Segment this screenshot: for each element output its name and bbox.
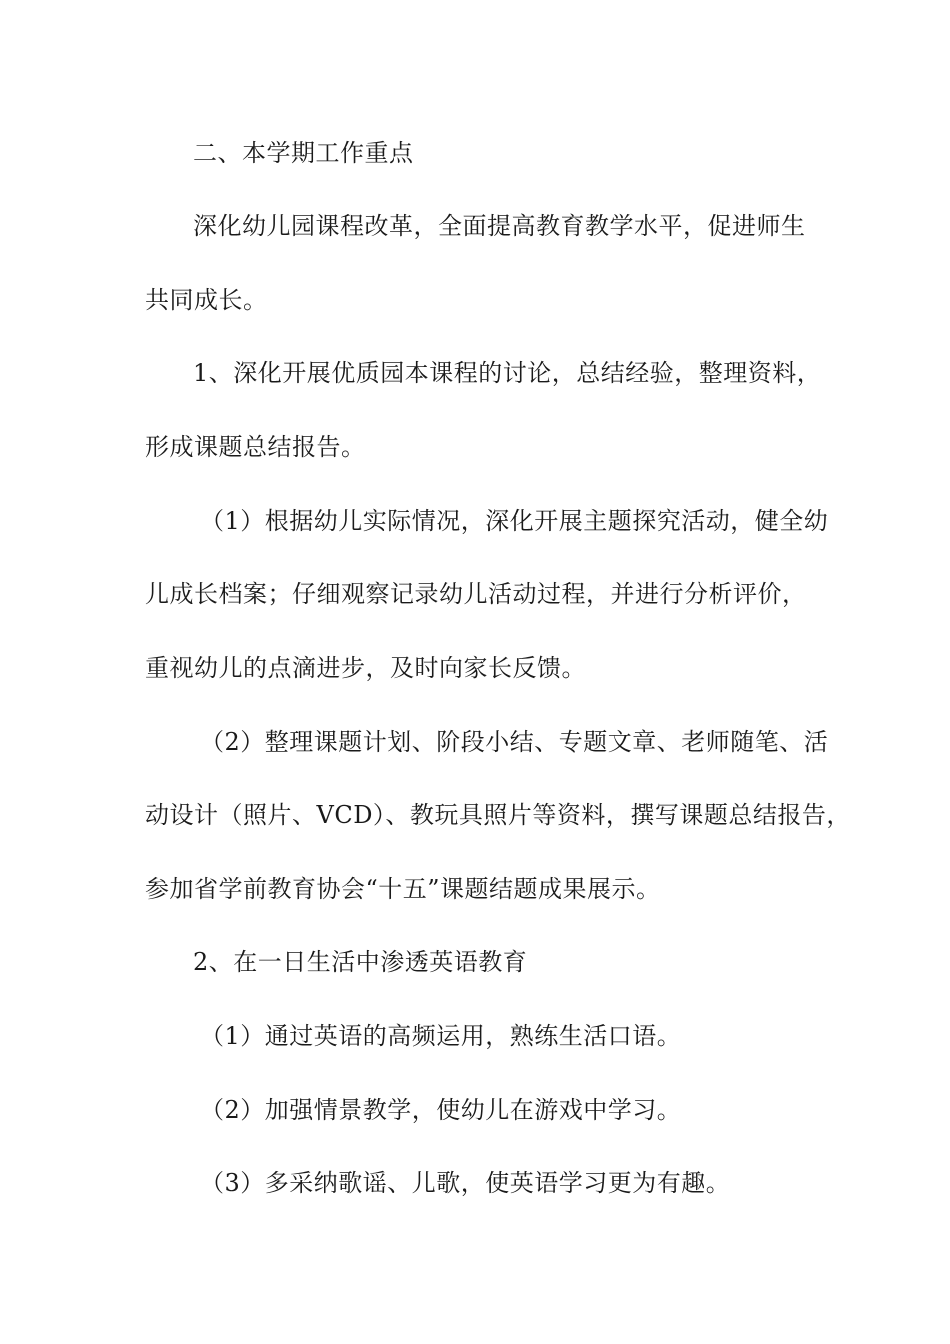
paragraph-line: 儿成长档案；仔细观察记录幼儿活动过程，并进行分析评价， bbox=[145, 580, 807, 608]
sub-item-line: （2）加强情景教学，使幼儿在游戏中学习。 bbox=[200, 1096, 682, 1124]
paragraph-line: 重视幼儿的点滴进步，及时向家长反馈。 bbox=[145, 654, 586, 682]
paragraph-line: 共同成长。 bbox=[145, 286, 268, 314]
sub-item-line: （2）整理课题计划、阶段小结、专题文章、老师随笔、活 bbox=[200, 728, 829, 756]
sub-item-line: （1）通过英语的高频运用，熟练生活口语。 bbox=[200, 1022, 682, 1050]
list-item-heading: 2、在一日生活中渗透英语教育 bbox=[193, 948, 528, 976]
paragraph-line: 形成课题总结报告。 bbox=[145, 433, 366, 461]
section-heading: 二、本学期工作重点 bbox=[193, 139, 414, 167]
paragraph-line: 参加省学前教育协会“十五”课题结题成果展示。 bbox=[145, 875, 661, 903]
paragraph-line: 深化幼儿园课程改革，全面提高教育教学水平，促进师生 bbox=[193, 212, 806, 240]
list-item-heading: 1、深化开展优质园本课程的讨论，总结经验，整理资料， bbox=[193, 359, 822, 387]
sub-item-line: （1）根据幼儿实际情况，深化开展主题探究活动，健全幼 bbox=[200, 507, 829, 535]
paragraph-line: 动设计（照片、VCD）、教玩具照片等资料，撰写课题总结报告， bbox=[145, 801, 851, 829]
sub-item-line: （3）多采纳歌谣、儿歌，使英语学习更为有趣。 bbox=[200, 1169, 731, 1197]
